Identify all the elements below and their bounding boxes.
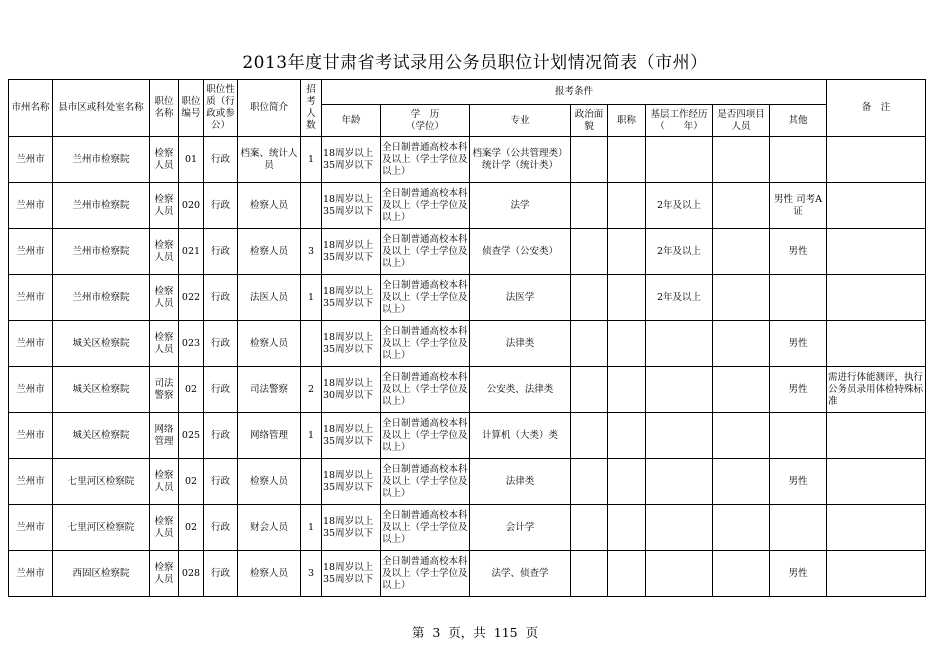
header-unit: 县市区或科处室名称	[53, 80, 150, 137]
cell-position-nature: 行政	[204, 183, 238, 229]
cell-age: 18周岁以上35周岁以下	[322, 321, 381, 367]
header-position-nature: 职位性质（行政或参公）	[204, 80, 238, 137]
cell-remark	[827, 275, 926, 321]
cell-grassroots	[646, 459, 713, 505]
cell-four-items	[713, 183, 770, 229]
header-age: 年龄	[322, 105, 381, 137]
cell-position-code: 021	[179, 229, 204, 275]
cell-position-name: 检察人员	[150, 229, 179, 275]
header-position-code: 职位编号	[179, 80, 204, 137]
cell-recruit-count: 1	[301, 137, 322, 183]
cell-major: 档案学（公共管理类） 统计学（统计类）	[470, 137, 571, 183]
table-row	[9, 137, 926, 183]
header-politics: 政治面貌	[571, 105, 608, 137]
cell-city: 兰州市	[9, 321, 53, 367]
cell-position-desc: 财会人员	[238, 505, 301, 551]
table-row	[9, 459, 926, 505]
position-table	[8, 79, 926, 597]
cell-title-rank	[608, 367, 646, 413]
cell-age: 18周岁以上35周岁以下	[322, 551, 381, 597]
cell-other: 男性	[770, 229, 827, 275]
cell-other	[770, 137, 827, 183]
cell-position-name: 检察人员	[150, 137, 179, 183]
page-title: 2013年度甘肃省考试录用公务员职位计划情况简表（市州）	[242, 53, 708, 73]
cell-four-items	[713, 459, 770, 505]
header-other: 其他	[770, 105, 827, 137]
cell-grassroots: 2年及以上	[646, 229, 713, 275]
cell-education: 全日制普通高校本科及以上（学士学位及以上）	[381, 321, 470, 367]
cell-major: 法学、侦查学	[470, 551, 571, 597]
table-row	[9, 413, 926, 459]
cell-unit: 兰州市检察院	[53, 183, 150, 229]
cell-position-code: 028	[179, 551, 204, 597]
cell-education: 全日制普通高校本科及以上（学士学位及以上）	[381, 183, 470, 229]
cell-politics	[571, 505, 608, 551]
cell-remark	[827, 183, 926, 229]
cell-title-rank	[608, 275, 646, 321]
cell-major: 会计学	[470, 505, 571, 551]
cell-position-name: 网络管理	[150, 413, 179, 459]
header-recruit-count: 招考人数	[301, 80, 322, 137]
cell-position-nature: 行政	[204, 275, 238, 321]
cell-position-code: 025	[179, 413, 204, 459]
cell-city: 兰州市	[9, 275, 53, 321]
cell-four-items	[713, 275, 770, 321]
cell-position-name: 检察人员	[150, 551, 179, 597]
table-row	[9, 551, 926, 597]
cell-recruit-count: 3	[301, 229, 322, 275]
cell-other: 男性	[770, 321, 827, 367]
cell-other: 男性	[770, 551, 827, 597]
cell-remark	[827, 413, 926, 459]
cell-position-code: 02	[179, 459, 204, 505]
cell-age: 18周岁以上35周岁以下	[322, 413, 381, 459]
cell-title-rank	[608, 183, 646, 229]
footer-page-unit: 页，共	[448, 625, 486, 640]
cell-city: 兰州市	[9, 459, 53, 505]
cell-grassroots	[646, 367, 713, 413]
cell-title-rank	[608, 137, 646, 183]
cell-major: 侦查学（公安类）	[470, 229, 571, 275]
cell-position-nature: 行政	[204, 413, 238, 459]
cell-other	[770, 275, 827, 321]
cell-position-desc: 档案、统计人员	[238, 137, 301, 183]
header-row-1	[9, 80, 926, 105]
cell-age: 18周岁以上35周岁以下	[322, 275, 381, 321]
cell-politics	[571, 321, 608, 367]
cell-unit: 城关区检察院	[53, 413, 150, 459]
cell-major: 公安类、法律类	[470, 367, 571, 413]
cell-city: 兰州市	[9, 413, 53, 459]
cell-politics	[571, 413, 608, 459]
header-four-items: 是否四项目人员	[713, 105, 770, 137]
cell-age: 18周岁以上35周岁以下	[322, 137, 381, 183]
cell-politics	[571, 459, 608, 505]
cell-education: 全日制普通高校本科及以上（学士学位及以上）	[381, 229, 470, 275]
cell-position-desc: 司法警察	[238, 367, 301, 413]
cell-position-desc: 检察人员	[238, 551, 301, 597]
cell-age: 18周岁以上35周岁以下	[322, 505, 381, 551]
cell-position-nature: 行政	[204, 459, 238, 505]
cell-four-items	[713, 137, 770, 183]
cell-four-items	[713, 321, 770, 367]
cell-other: 男性	[770, 459, 827, 505]
cell-position-name: 检察人员	[150, 459, 179, 505]
cell-title-rank	[608, 459, 646, 505]
cell-unit: 七里河区检察院	[53, 459, 150, 505]
cell-politics	[571, 367, 608, 413]
cell-position-code: 022	[179, 275, 204, 321]
cell-age: 18周岁以上35周岁以下	[322, 229, 381, 275]
table-row	[9, 505, 926, 551]
cell-position-desc: 检察人员	[238, 459, 301, 505]
cell-education: 全日制普通高校本科及以上（学士学位及以上）	[381, 505, 470, 551]
cell-recruit-count	[301, 183, 322, 229]
cell-other	[770, 505, 827, 551]
cell-grassroots	[646, 137, 713, 183]
cell-unit: 兰州市检察院	[53, 137, 150, 183]
cell-politics	[571, 229, 608, 275]
cell-major: 法律类	[470, 459, 571, 505]
cell-grassroots	[646, 321, 713, 367]
cell-position-name: 检察人员	[150, 275, 179, 321]
cell-remark	[827, 459, 926, 505]
cell-four-items	[713, 229, 770, 275]
cell-position-nature: 行政	[204, 367, 238, 413]
cell-grassroots	[646, 551, 713, 597]
footer-total-unit: 页	[525, 625, 539, 640]
cell-politics	[571, 183, 608, 229]
cell-recruit-count	[301, 459, 322, 505]
cell-position-nature: 行政	[204, 321, 238, 367]
cell-recruit-count: 1	[301, 275, 322, 321]
cell-education: 全日制普通高校本科及以上（学士学位及以上）	[381, 459, 470, 505]
cell-recruit-count: 2	[301, 367, 322, 413]
cell-city: 兰州市	[9, 551, 53, 597]
cell-education: 全日制普通高校本科及以上（学士学位及以上）	[381, 137, 470, 183]
table-row	[9, 367, 926, 413]
table-row	[9, 321, 926, 367]
cell-grassroots	[646, 505, 713, 551]
cell-position-name: 检察人员	[150, 505, 179, 551]
table-row	[9, 229, 926, 275]
cell-title-rank	[608, 551, 646, 597]
header-grassroots: 基层工作经历（ 年）	[646, 105, 713, 137]
cell-remark: 需进行体能测评，执行公务员录用体检特殊标准	[827, 367, 926, 413]
cell-unit: 城关区检察院	[53, 367, 150, 413]
table-row	[9, 183, 926, 229]
cell-major: 法学	[470, 183, 571, 229]
cell-recruit-count	[301, 321, 322, 367]
cell-position-name: 司法警察	[150, 367, 179, 413]
cell-recruit-count: 3	[301, 551, 322, 597]
cell-position-nature: 行政	[204, 229, 238, 275]
cell-city: 兰州市	[9, 183, 53, 229]
cell-major: 计算机（大类）类	[470, 413, 571, 459]
cell-politics	[571, 137, 608, 183]
cell-city: 兰州市	[9, 229, 53, 275]
cell-grassroots: 2年及以上	[646, 275, 713, 321]
cell-position-desc: 检察人员	[238, 229, 301, 275]
cell-position-code: 023	[179, 321, 204, 367]
page-footer	[0, 623, 950, 641]
header-position-name: 职位名称	[150, 80, 179, 137]
cell-politics	[571, 275, 608, 321]
header-city: 市州名称	[9, 80, 53, 137]
cell-age: 18周岁以上30周岁以下	[322, 367, 381, 413]
header-education: 学 历 （学位）	[381, 105, 470, 137]
cell-four-items	[713, 551, 770, 597]
cell-other: 男性 司考A证	[770, 183, 827, 229]
header-position-desc: 职位简介	[238, 80, 301, 137]
cell-position-desc: 检察人员	[238, 321, 301, 367]
cell-unit: 七里河区检察院	[53, 505, 150, 551]
footer-page-number: 3	[432, 625, 441, 640]
cell-remark	[827, 137, 926, 183]
cell-grassroots: 2年及以上	[646, 183, 713, 229]
cell-unit: 兰州市检察院	[53, 229, 150, 275]
cell-position-code: 020	[179, 183, 204, 229]
cell-title-rank	[608, 321, 646, 367]
cell-remark	[827, 505, 926, 551]
cell-other	[770, 413, 827, 459]
cell-major: 法律类	[470, 321, 571, 367]
cell-education: 全日制普通高校本科及以上（学士学位及以上）	[381, 367, 470, 413]
cell-remark	[827, 551, 926, 597]
cell-position-code: 01	[179, 137, 204, 183]
cell-age: 18周岁以上35周岁以下	[322, 459, 381, 505]
cell-position-desc: 网络管理	[238, 413, 301, 459]
cell-title-rank	[608, 229, 646, 275]
cell-four-items	[713, 367, 770, 413]
cell-position-nature: 行政	[204, 551, 238, 597]
table-row	[9, 275, 926, 321]
cell-position-code: 02	[179, 505, 204, 551]
cell-position-nature: 行政	[204, 505, 238, 551]
cell-unit: 兰州市检察院	[53, 275, 150, 321]
footer-page-label: 第	[411, 625, 425, 640]
header-remark: 备 注	[827, 80, 926, 137]
cell-city: 兰州市	[9, 505, 53, 551]
header-conditions: 报考条件	[322, 80, 827, 105]
cell-position-code: 02	[179, 367, 204, 413]
cell-position-nature: 行政	[204, 137, 238, 183]
cell-position-desc: 法医人员	[238, 275, 301, 321]
cell-major: 法医学	[470, 275, 571, 321]
header-title-rank: 职称	[608, 105, 646, 137]
cell-title-rank	[608, 413, 646, 459]
cell-remark	[827, 229, 926, 275]
cell-unit: 西固区检察院	[53, 551, 150, 597]
cell-title-rank	[608, 505, 646, 551]
cell-four-items	[713, 505, 770, 551]
cell-age: 18周岁以上35周岁以下	[322, 183, 381, 229]
cell-recruit-count: 1	[301, 413, 322, 459]
footer-total-pages: 115	[493, 625, 518, 640]
cell-education: 全日制普通高校本科及以上（学士学位及以上）	[381, 551, 470, 597]
cell-grassroots	[646, 413, 713, 459]
cell-position-name: 检察人员	[150, 321, 179, 367]
cell-politics	[571, 551, 608, 597]
cell-other: 男性	[770, 367, 827, 413]
cell-four-items	[713, 413, 770, 459]
cell-city: 兰州市	[9, 137, 53, 183]
cell-city: 兰州市	[9, 367, 53, 413]
cell-position-desc: 检察人员	[238, 183, 301, 229]
cell-unit: 城关区检察院	[53, 321, 150, 367]
cell-education: 全日制普通高校本科及以上（学士学位及以上）	[381, 413, 470, 459]
header-major: 专业	[470, 105, 571, 137]
cell-position-name: 检察人员	[150, 183, 179, 229]
cell-recruit-count: 1	[301, 505, 322, 551]
cell-remark	[827, 321, 926, 367]
cell-education: 全日制普通高校本科及以上（学士学位及以上）	[381, 275, 470, 321]
